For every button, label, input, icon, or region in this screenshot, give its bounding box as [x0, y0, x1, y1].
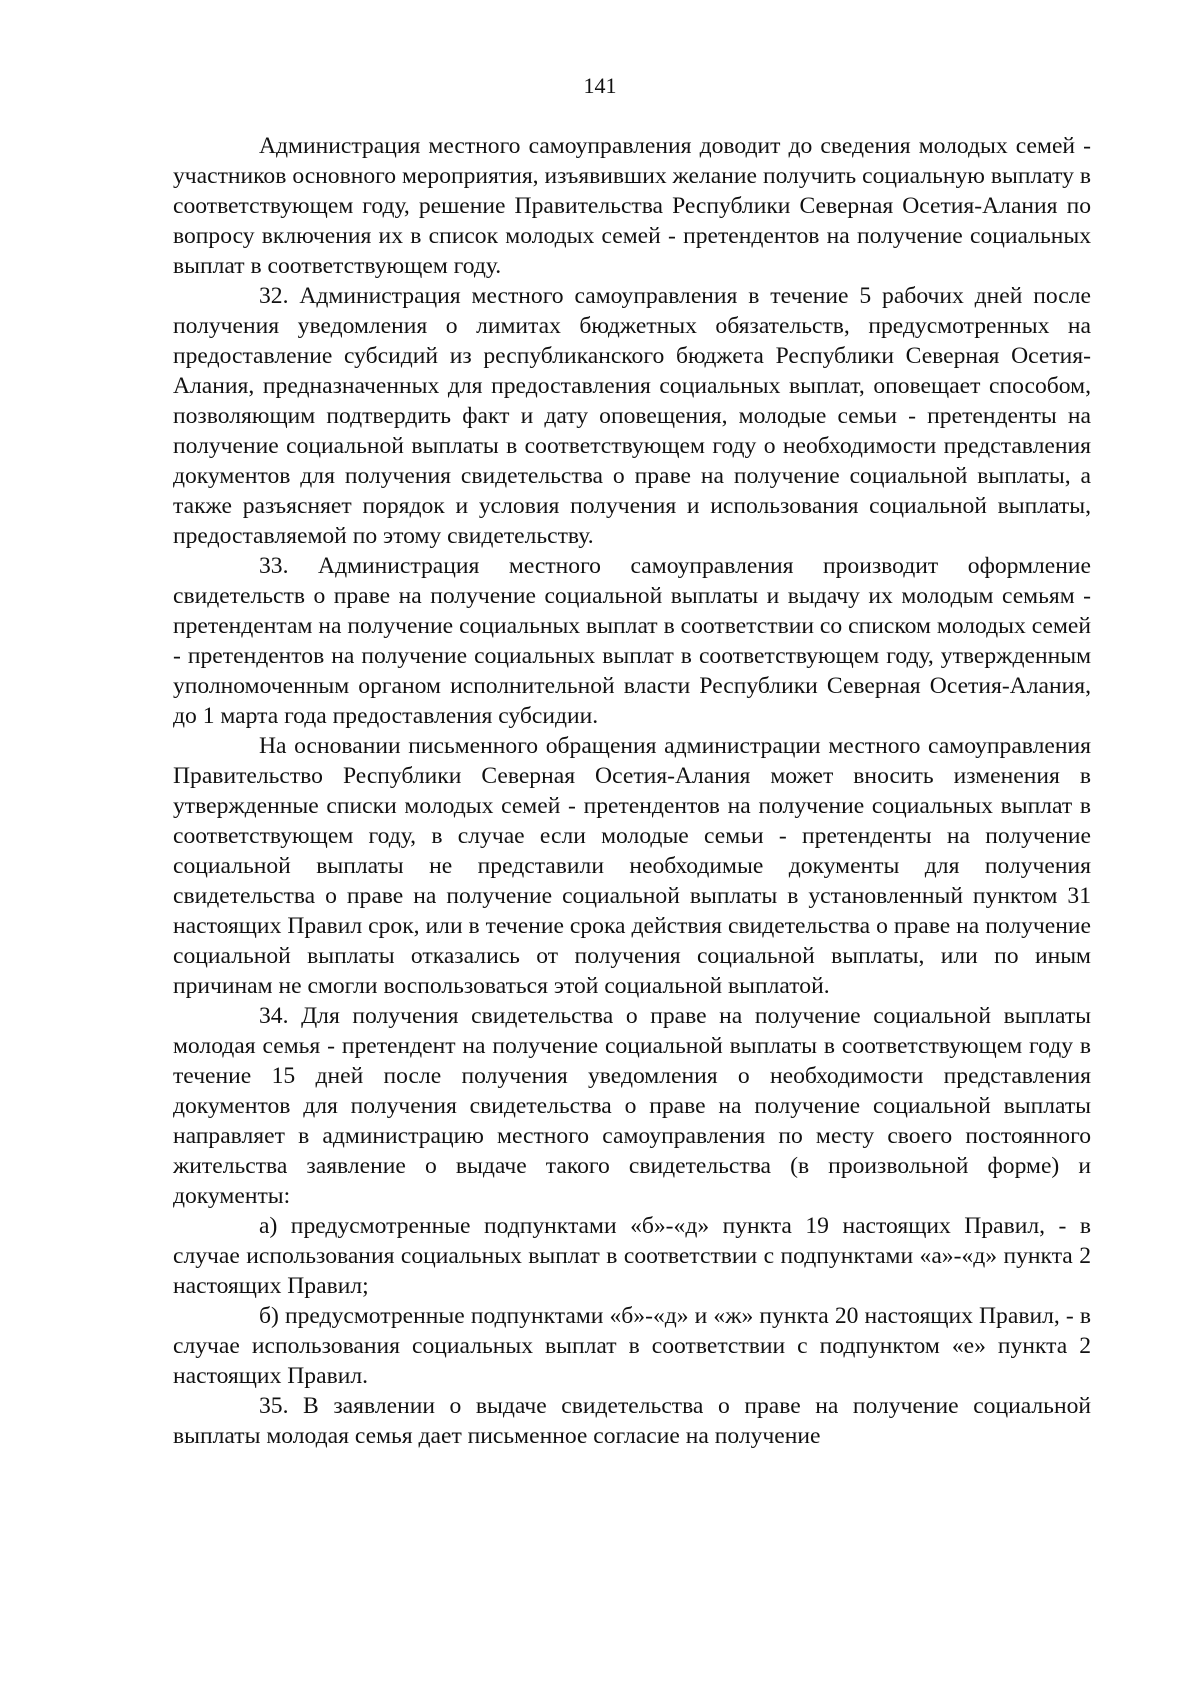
- paragraph-32: 32. Администрация местного самоуправления в течение 5 рабочих дней после получения уведомления о лимитах бюджетных обязательств, предусмотренных на предоставление субсидий из республиканского бюджета Республики Северная Осетия-Алания, предназначенных для предоставления социальных выплат, оповещает способом, позволяющим подтвердить факт и дату оповещения, молодые семьи - претенденты на получение социальной выплаты в соответствующем году о необходимости представления документов для получения свидетельства о праве на получение социальной выплаты, а также разъясняет порядок и условия получения и использования социальной выплаты, предоставляемой по этому свидетельству.: [173, 283, 1091, 549]
- page-number: 141: [583, 73, 617, 98]
- paragraph-34-b: б) предусмотренные подпунктами «б»-«д» и «ж» пункта 20 настоящих Правил, - в случае использования социальных выплат в соответствии с подпунктом «е» пункта 2 настоящих Правил.: [173, 1303, 1091, 1389]
- paragraph-notification: Администрация местного самоуправления доводит до сведения молодых семей - участников основного мероприятия, изъявивших желание получить социальную выплату в соответствующем году, решение Правительства Республики Северная Осетия-Алания по вопросу включения их в список молодых семей - претендентов на получение социальных выплат в соответствующем году.: [173, 133, 1091, 279]
- document-body: [173, 131, 1091, 1451]
- paragraph-33: 33. Администрация местного самоуправления производит оформление свидетельств о праве на получение социальной выплаты и выдачу их молодым семьям - претендентам на получение социальных выплат в соответствии со списком молодых семей - претендентов на получение социальных выплат в соответствующем году, утвержденным уполномоченным органом исполнительной власти Республики Северная Осетия-Алания, до 1 марта года предоставления субсидии.: [173, 553, 1091, 729]
- paragraph-35: 35. В заявлении о выдаче свидетельства о праве на получение социальной выплаты молодая семья дает письменное согласие на получение: [173, 1393, 1091, 1449]
- paragraph-34: 34. Для получения свидетельства о праве на получение социальной выплаты молодая семья - претендент на получение социальной выплаты в соответствующем году в течение 15 дней после получения уведомления о необходимости представления документов для получения свидетельства о праве на получение социальной выплаты направляет в администрацию местного самоуправления по месту своего постоянного жительства заявление о выдаче такого свидетельства (в произвольной форме) и документы:: [173, 1003, 1091, 1209]
- paragraph-34-a: а) предусмотренные подпунктами «б»-«д» пункта 19 настоящих Правил, - в случае использования социальных выплат в соответствии с подпунктами «а»-«д» пункта 2 настоящих Правил;: [173, 1213, 1091, 1299]
- paragraph-list-changes: На основании письменного обращения администрации местного самоуправления Правительство Республики Северная Осетия-Алания может вносить изменения в утвержденные списки молодых семей - претендентов на получение социальных выплат в соответствующем году, в случае если молодые семьи - претенденты на получение социальной выплаты не представили необходимые документы для получения свидетельства о праве на получение социальной выплаты в установленный пунктом 31 настоящих Правил срок, или в течение срока действия свидетельства о праве на получение социальной выплаты отказались от получения социальной выплаты, или по иным причинам не смогли воспользоваться этой социальной выплатой.: [173, 733, 1091, 999]
